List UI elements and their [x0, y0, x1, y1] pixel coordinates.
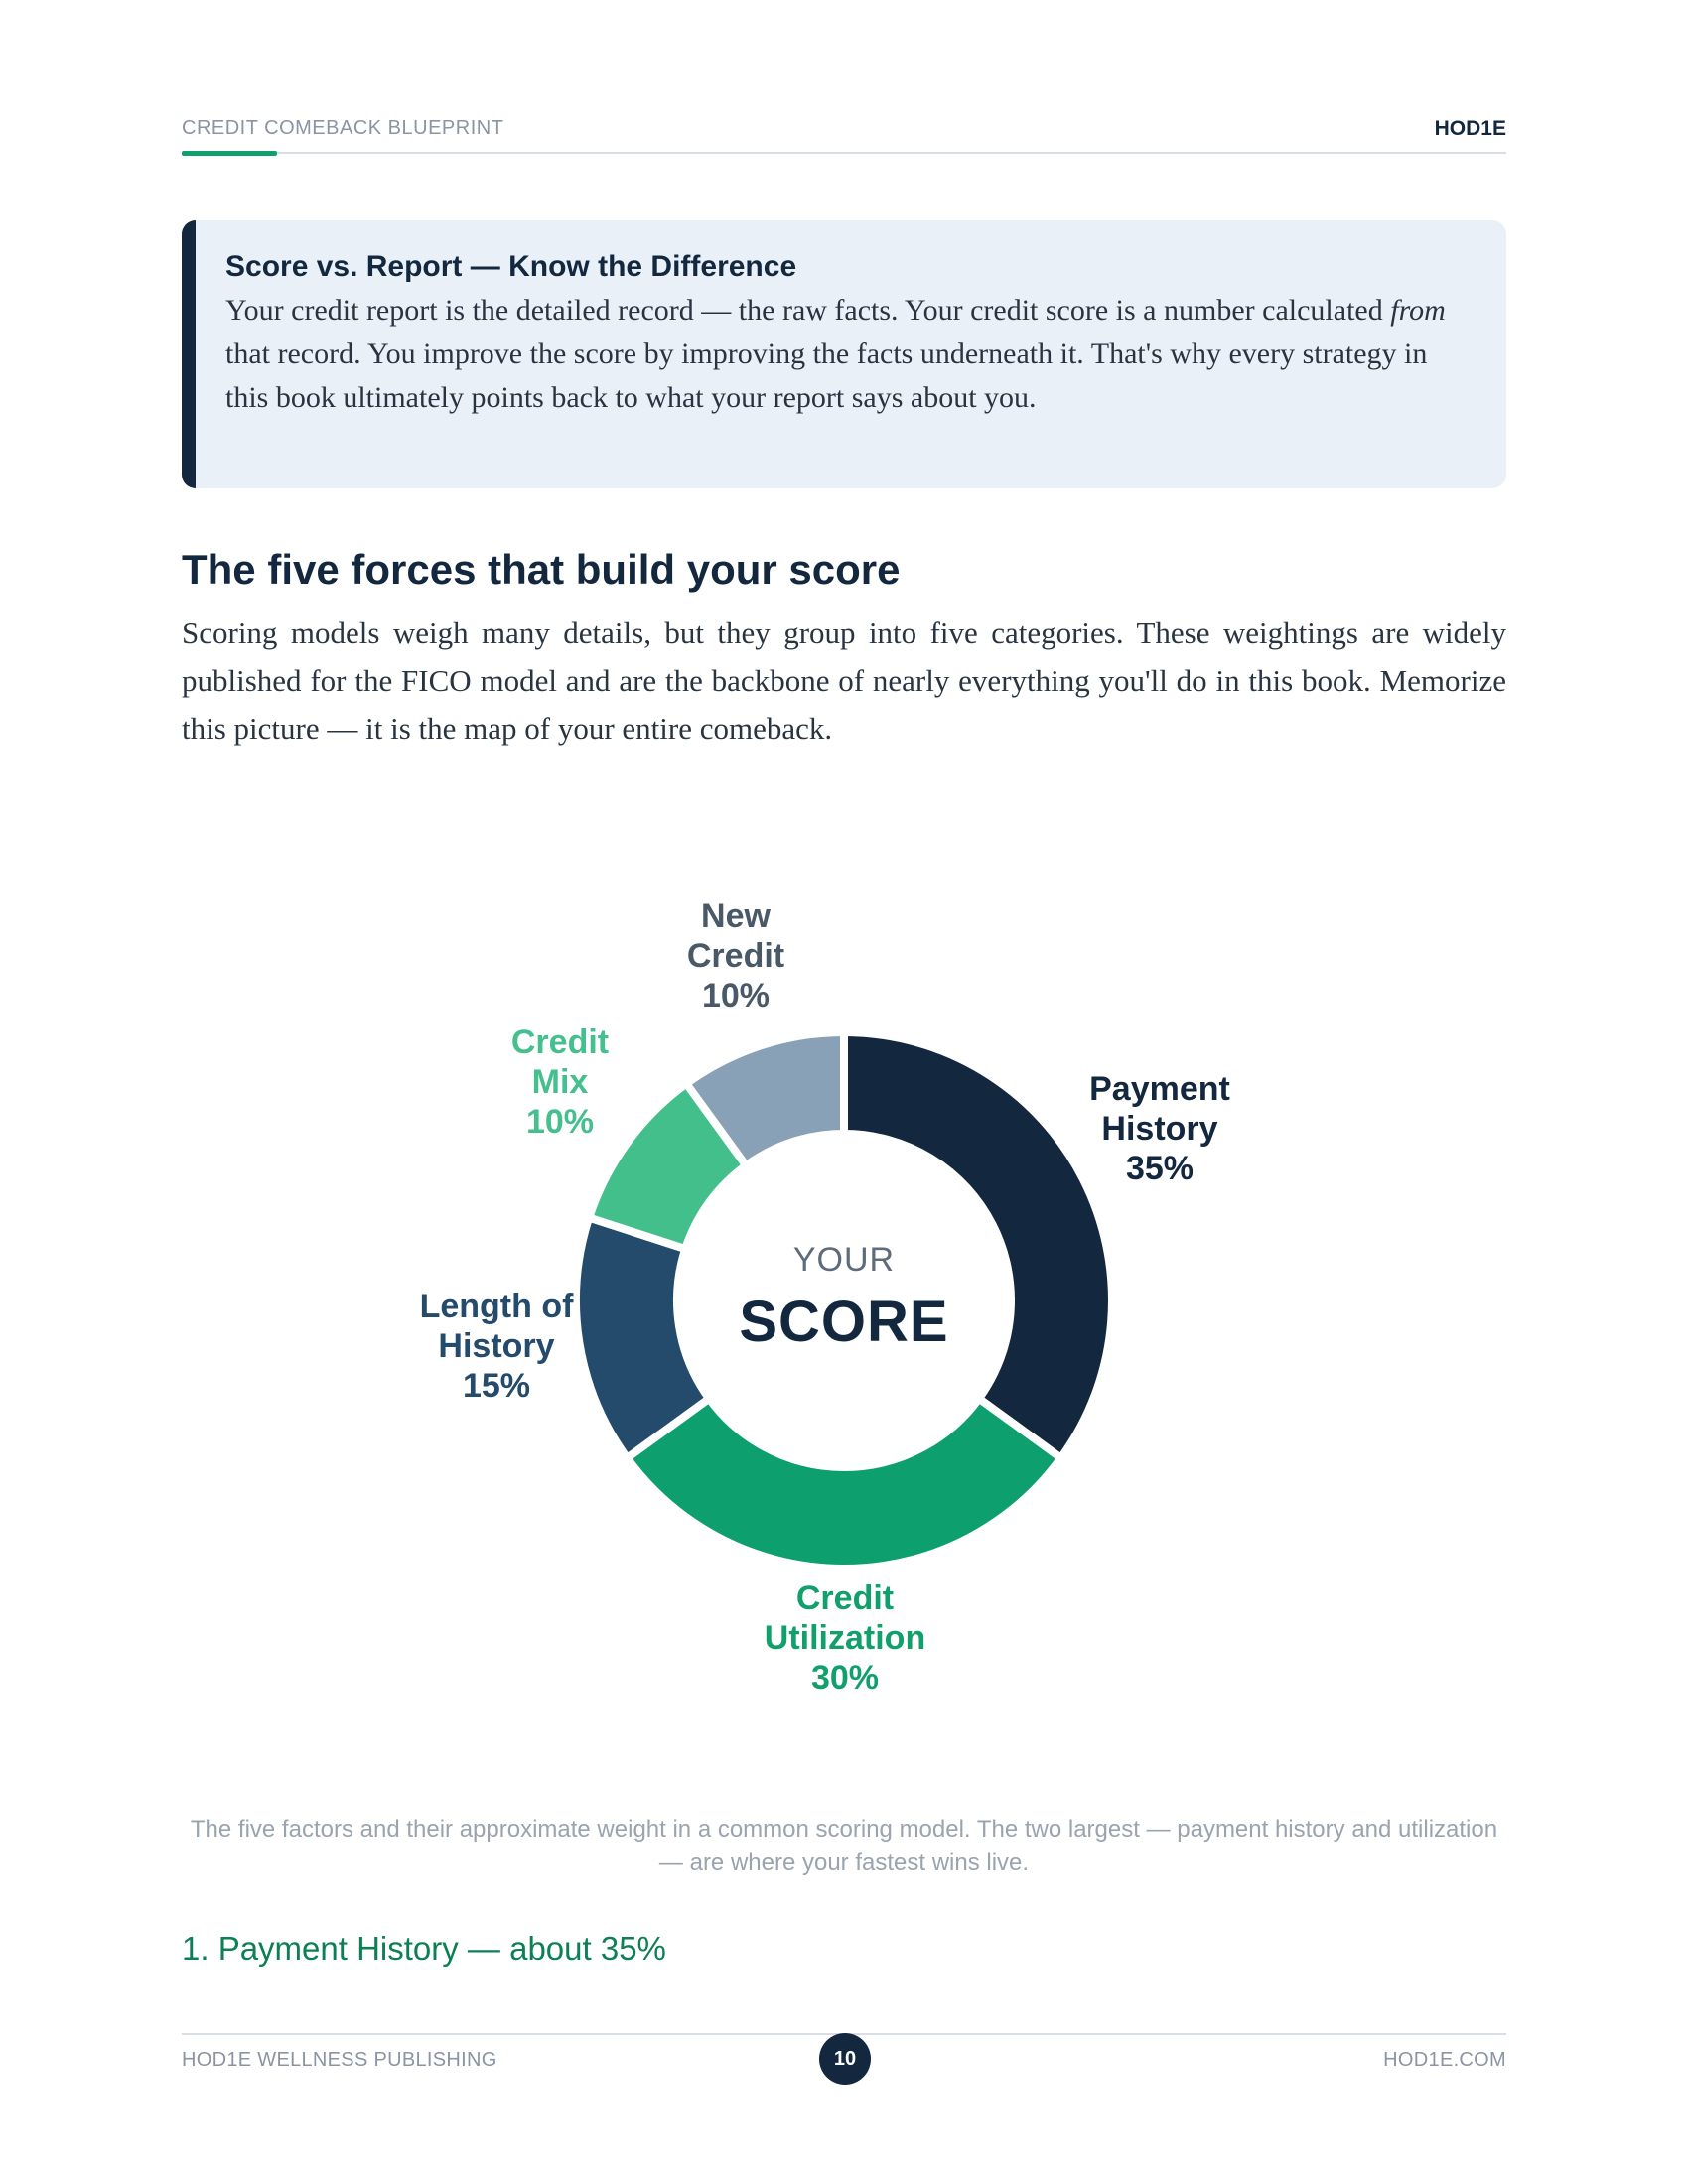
callout-accent-bar: [182, 220, 196, 488]
slice-label-length: [377, 1287, 616, 1406]
header-divider: [182, 152, 1506, 154]
page-header: [182, 117, 1506, 157]
callout-text: [225, 289, 1457, 420]
center-label-top: YOUR: [792, 1241, 896, 1279]
slice-label-util-name-1: Credit: [795, 1579, 895, 1617]
slice-label-util: [726, 1578, 964, 1698]
slice-label-length-name-2: History: [438, 1327, 555, 1365]
slice-label-new-name-1: New: [701, 897, 771, 935]
slice-label-length-name-1: Length of: [419, 1288, 574, 1325]
callout-text-part-2: that record. You improve the score by improving the facts underneath it. That's why every strategy in this book ultimately points back to what your report says about you.: [225, 338, 1428, 414]
page-footer: [182, 2033, 1506, 2093]
slice-label-length-pct: 15%: [462, 1367, 531, 1405]
callout-box: [182, 220, 1506, 488]
section-title: The five forces that build your score: [182, 546, 901, 593]
slice-label-util-name-2: Utilization: [764, 1619, 926, 1657]
slice-label-payment: [1041, 1069, 1279, 1188]
slice-label-new: [617, 896, 855, 1016]
publisher-name: HOD1E WELLNESS PUBLISHING: [182, 2049, 497, 2071]
slice-label-mix-pct: 10%: [525, 1103, 595, 1141]
slice-label-new-name-2: Credit: [686, 937, 785, 975]
book-title: CREDIT COMEBACK BLUEPRINT: [182, 117, 504, 139]
header-accent-bar: [182, 151, 277, 156]
slice-label-mix-name-2: Mix: [531, 1063, 589, 1101]
callout-text-part-1: Your credit report is the detailed record — the raw facts. Your credit score is a number calculated: [225, 294, 1391, 327]
slice-label-mix-name-1: Credit: [510, 1024, 610, 1061]
slice-label-mix: [441, 1023, 679, 1142]
callout-text-emphasis: from: [1390, 294, 1446, 327]
slice-label-payment-name-1: Payment: [1089, 1070, 1230, 1108]
slice-label-util-pct: 30%: [810, 1659, 880, 1697]
callout-title: Score vs. Report — Know the Difference: [225, 250, 797, 283]
page-number: 10: [819, 2033, 871, 2085]
slice-label-payment-pct: 35%: [1125, 1150, 1195, 1187]
slice-label-new-pct: 10%: [701, 977, 771, 1015]
website: HOD1E.COM: [1383, 2049, 1506, 2071]
score-factors-chart: [0, 874, 1688, 1747]
brand-name: HOD1E: [1434, 117, 1506, 140]
center-label-main: SCORE: [739, 1290, 949, 1354]
donut-slice-util: [628, 1399, 1061, 1569]
figure-caption: The five factors and their approximate weight in a common scoring model. The two largest — payment history and utilization — are where your fastest wins live.: [190, 1816, 1498, 1876]
subsection-title: 1. Payment History — about 35%: [182, 1930, 666, 1967]
slice-label-payment-name-2: History: [1101, 1110, 1218, 1148]
intro-paragraph: Scoring models weigh many details, but they group into five categories. These weightings are widely published for the FICO model and are the backbone of nearly everything you'll do in this book. Memorize this picture — it is the map of your entire comeback.: [182, 615, 1506, 746]
